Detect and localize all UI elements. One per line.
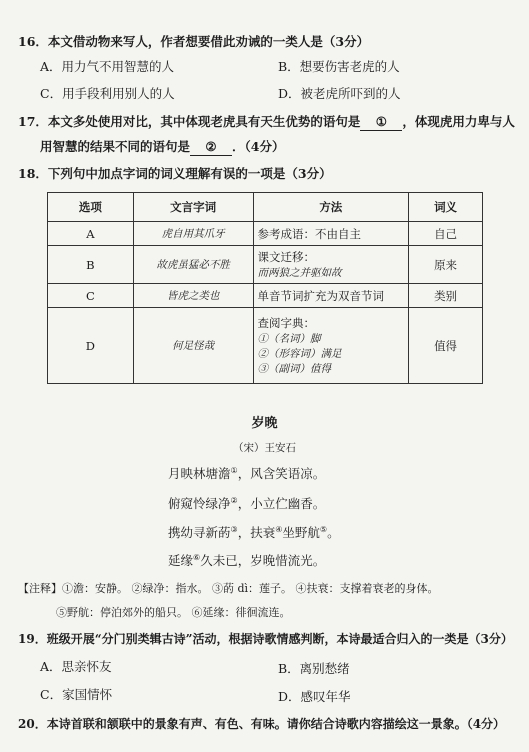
row-d-method-line3: ②（形容词）满足 bbox=[257, 348, 342, 360]
q16-option-b: B．想要伤害老虎的人 bbox=[278, 59, 400, 74]
q18-table bbox=[47, 192, 483, 384]
row-b-method-line1: 课文迁移： bbox=[257, 250, 315, 264]
poem-line-2-rest: ，小立伫幽香。 bbox=[237, 496, 326, 511]
poem-line-3-rest3: 。 bbox=[327, 525, 340, 540]
row-c-meaning: 类别 bbox=[409, 284, 483, 308]
header-word: 文言字词 bbox=[133, 193, 253, 222]
q19-option-b: B．离别愁绪 bbox=[278, 661, 350, 676]
poem-line-3-text: 携幼寻新菂 bbox=[168, 525, 231, 540]
row-b-option: B bbox=[48, 246, 134, 284]
note-marker: ② bbox=[230, 495, 238, 505]
row-c-option: C bbox=[48, 284, 134, 308]
poem-line-3 bbox=[168, 523, 340, 541]
poem-line-4-text: 延缘 bbox=[168, 553, 194, 568]
note-marker: ⑥ bbox=[193, 552, 201, 562]
header-meaning: 词义 bbox=[409, 193, 483, 222]
note-marker: ④ bbox=[275, 524, 283, 534]
poem-line-3-rest: ，扶衰 bbox=[237, 525, 276, 540]
q19-option-a: A．思亲怀友 bbox=[40, 659, 112, 674]
row-a-method: 参考成语：不由自主 bbox=[253, 222, 409, 246]
row-d-meaning: 值得 bbox=[409, 308, 483, 384]
row-c-method: 单音节词扩充为双音节词 bbox=[253, 284, 409, 308]
row-b-word: 故虎虽猛必不胜 bbox=[133, 246, 253, 284]
poem-line-2 bbox=[168, 494, 325, 512]
q17-line1 bbox=[18, 114, 515, 131]
q19-stem: 19．班级开展“分门别类辑古诗”活动，根据诗歌情感判断，本诗最适合归入的一类是（3分） bbox=[18, 632, 513, 646]
note-marker: ⑤ bbox=[319, 524, 328, 534]
q17-text-2a: 用智慧的结果不同的语句是 bbox=[40, 139, 191, 154]
poem-author: （宋）王安石 bbox=[233, 442, 296, 454]
q17-text-2b: ．（4分） bbox=[232, 139, 285, 154]
row-b-method-line2: 而两狼之并驱如故 bbox=[257, 267, 342, 279]
q17-text-1a: 17．本文多处使用对比，其中体现老虎具有天生优势的语句是 bbox=[18, 114, 361, 129]
q19-option-d: D．感叹年华 bbox=[278, 689, 351, 704]
q17-blank-2: ② bbox=[190, 139, 232, 156]
poem-line-4-rest: 久未已，岁晚惜流光。 bbox=[200, 553, 326, 568]
row-d-option: D bbox=[48, 308, 134, 384]
q16-option-d: D．被老虎所吓到的人 bbox=[278, 86, 401, 101]
row-d-method-line2: ①（名词）脚 bbox=[257, 333, 321, 345]
q20-stem: 20．本诗首联和颔联中的景象有声、有色、有味。请你结合诗歌内容描绘这一景象。（4分） bbox=[18, 717, 506, 731]
row-b-meaning: 原来 bbox=[409, 246, 483, 284]
poem-notes-line2: ⑤野航：停泊郊外的船只。 ⑥延缘：徘徊流连。 bbox=[56, 606, 291, 619]
row-d-method-line1: 查阅字典： bbox=[257, 316, 315, 330]
note-marker: ① bbox=[230, 465, 238, 475]
row-a-option: A bbox=[48, 222, 134, 246]
poem-title: 岁晚 bbox=[251, 416, 278, 431]
table-row bbox=[48, 246, 483, 284]
header-option: 选项 bbox=[48, 193, 134, 222]
table-header-row bbox=[48, 193, 483, 222]
q16-option-c: C．用手段利用别人的人 bbox=[40, 86, 175, 101]
q16-stem: 16．本文借动物来写人，作者想要借此劝诫的一类人是（3分） bbox=[18, 34, 370, 49]
row-b-method bbox=[253, 246, 409, 284]
table-row bbox=[48, 308, 483, 384]
q19-option-c: C．家国情怀 bbox=[40, 687, 113, 702]
note-marker: ③ bbox=[230, 524, 238, 534]
poem-line-4 bbox=[168, 551, 325, 569]
table-row bbox=[48, 222, 483, 246]
row-c-word: 皆虎之类也 bbox=[133, 284, 253, 308]
row-d-method-line4: ③（副词）值得 bbox=[257, 363, 331, 375]
q17-text-1b: ，体现虎用力卑与人 bbox=[402, 114, 515, 129]
poem-line-1-rest: ，风含笑语凉。 bbox=[237, 466, 326, 481]
row-a-meaning: 自己 bbox=[409, 222, 483, 246]
header-method: 方法 bbox=[253, 193, 409, 222]
row-a-word: 虎自用其爪牙 bbox=[133, 222, 253, 246]
poem-notes-line1: 【注释】①澹：安静。 ②绿净：指水。 ③菂 dì：莲子。 ④扶衰：支撑着衰老的身体。 bbox=[18, 582, 439, 595]
q18-stem: 18．下列句中加点字词的词义理解有误的一项是（3分） bbox=[18, 166, 332, 181]
poem-line-2-text: 俯窥怜绿净 bbox=[168, 496, 231, 511]
poem-line-1-text: 月映林塘澹 bbox=[168, 466, 231, 481]
q16-option-a: A．用力气不用智慧的人 bbox=[40, 59, 175, 74]
row-d-word: 何足怪哉 bbox=[133, 308, 253, 384]
poem-line-3-rest2: 坐野航 bbox=[282, 525, 320, 540]
row-d-method bbox=[253, 308, 409, 384]
table-row bbox=[48, 284, 483, 308]
q17-blank-1: ① bbox=[360, 114, 402, 131]
q17-line2 bbox=[40, 139, 284, 156]
poem-line-1 bbox=[168, 464, 325, 482]
